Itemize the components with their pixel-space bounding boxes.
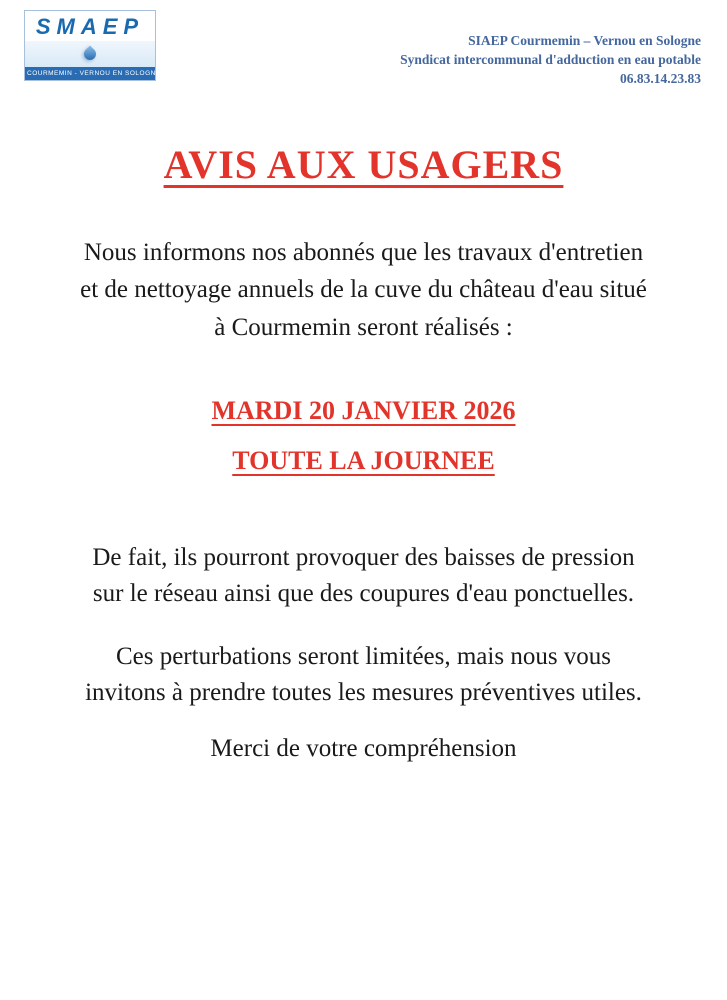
- date-row: [0, 396, 727, 426]
- closing-line: Merci de votre compréhension: [210, 735, 517, 763]
- date-line-day: MARDI 20 JANVIER 2026: [211, 396, 516, 426]
- intro-paragraph: Nous informons nos abonnés que les travaux d'entretien et de nettoyage annuels de la cuve du château d'eau situé à Courmemin seront réalisés :: [80, 238, 647, 341]
- paragraph-pressure-impact: De fait, ils pourront provoquer des baisses de pression sur le réseau ainsi que des coupures d'eau ponctuelles.: [92, 544, 635, 608]
- logo-droplet-area: [25, 41, 155, 67]
- water-droplet-icon: [82, 46, 99, 63]
- header-phone-number: 06.83.14.23.83: [620, 70, 701, 86]
- page-header: [0, 0, 727, 89]
- date-line-duration: TOUTE LA JOURNEE: [232, 446, 495, 476]
- smaep-logo: [24, 10, 161, 81]
- header-subtitle-line: Syndicat intercommunal d'adduction en eau potable: [400, 51, 701, 67]
- paragraph-precautions: Ces perturbations seront limitées, mais nous vous invitons à prendre toutes les mesures préventives utiles.: [85, 642, 642, 706]
- header-organization-line: SIAEP Courmemin – Vernou en Sologne: [468, 33, 701, 48]
- date-row: [0, 446, 727, 476]
- logo-banner: COURMEMIN - VERNOU EN SOLOGNE: [25, 67, 155, 80]
- header-contact-block: [400, 10, 701, 89]
- logo-letters: SMAEP: [35, 14, 145, 39]
- date-announcement: [0, 396, 727, 476]
- notice-title: AVIS AUX USAGERS: [163, 141, 564, 187]
